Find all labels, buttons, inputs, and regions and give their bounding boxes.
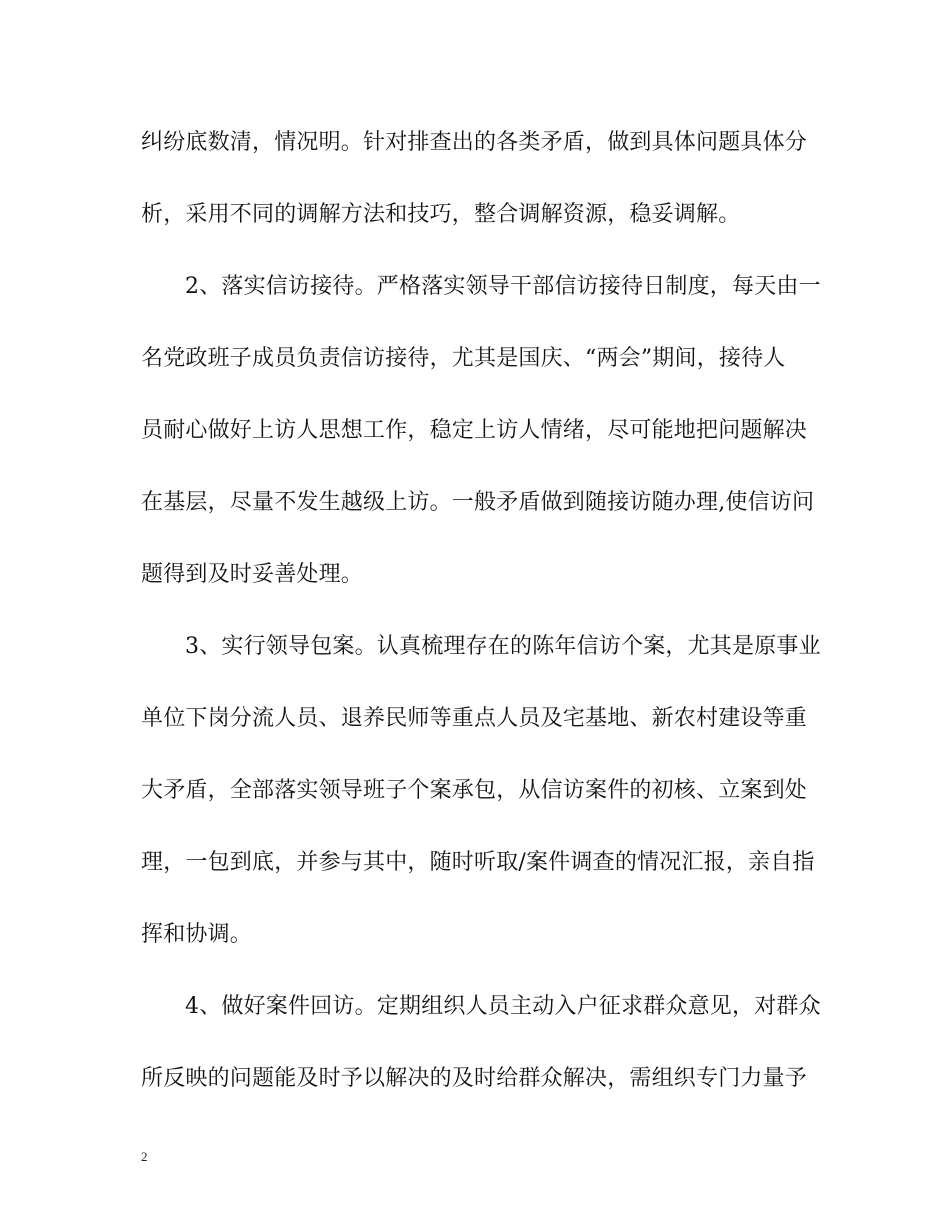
text-line-1: 纠纷底数清，情况明。针对排查出的各类矛盾，做到具体问题具体分: [141, 130, 808, 155]
text-line-7: 题得到及时妥善处理。: [141, 562, 364, 587]
text-line-4: 名党政班子成员负责信访接待，尤其是国庆、“两会”期间，接待人: [141, 346, 786, 371]
text-line-14: 所反映的问题能及时予以解决的及时给群众解决，需组织专门力量予: [141, 1066, 808, 1091]
text-line-3: 2、落实信访接待。严格落实领导干部信访接待日制度，每天由一: [185, 274, 821, 299]
text-line-5: 员耐心做好上访人思想工作，稳定上访人情绪，尽可能地把问题解决: [141, 418, 808, 443]
text-line-11: 理，一包到底，并参与其中，随时听取/案件调查的情况汇报，亲自指: [141, 850, 815, 875]
text-line-6: 在基层，尽量不发生越级上访。一般矛盾做到随接访随办理,使信访问: [141, 490, 815, 515]
text-line-2: 析，采用不同的调解方法和技巧，整合调解资源，稳妥调解。: [141, 202, 741, 227]
text-line-12: 挥和协调。: [141, 922, 253, 947]
text-line-9: 单位下岗分流人员、退养民师等重点人员及宅基地、新农村建设等重: [141, 706, 808, 731]
page-number: 2: [141, 1149, 148, 1164]
text-line-13: 4、做好案件回访。定期组织人员主动入户征求群众意见，对群众: [185, 994, 821, 1019]
text-line-8: 3、实行领导包案。认真梳理存在的陈年信访个案，尤其是原事业: [185, 634, 821, 659]
text-line-10: 大矛盾，全部落实领导班子个案承包，从信访案件的初核、立案到处: [141, 778, 808, 803]
